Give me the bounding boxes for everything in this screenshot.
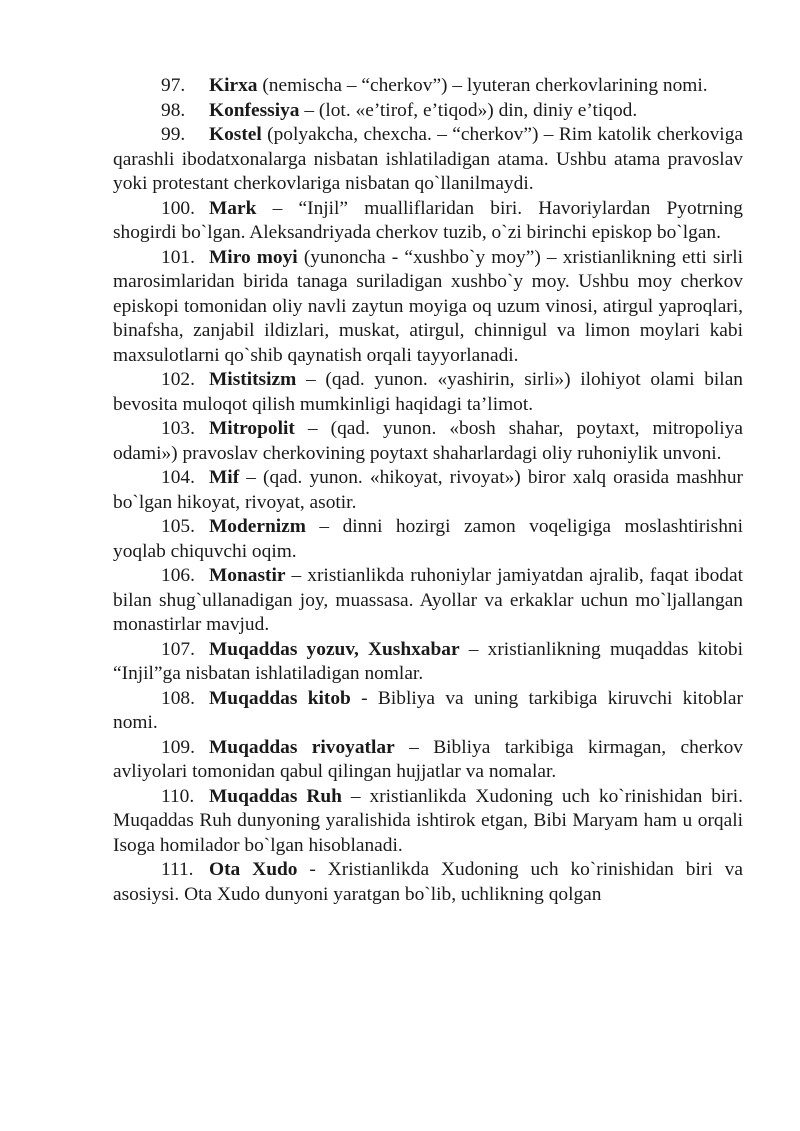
entry-definition: – (qad. yunon. «hikoyat, rivoyat») biror xalq orasida mashhur bo`lgan hikoyat, rivoyat, asotir. bbox=[113, 467, 743, 513]
glossary-entry bbox=[113, 687, 743, 736]
entry-term: Kostel bbox=[209, 124, 262, 145]
entry-number: 107. bbox=[161, 638, 195, 660]
entry-number: 100. bbox=[161, 197, 195, 219]
entry-term: Mitropolit bbox=[209, 418, 295, 439]
entry-number: 101. bbox=[161, 246, 195, 268]
entry-definition: – dinni hozirgi zamon voqeligiga moslashtirishni yoqlab chiquvchi oqim. bbox=[113, 516, 743, 562]
glossary-entry bbox=[113, 858, 743, 907]
entry-definition: (polyakcha, chexcha. – “cherkov”) – Rim katolik cherkoviga qarashli ibodatxonalarga nisbatan ishlatiladigan atama. Ushbu atama pravoslav yoki protestant cherkovlariga nisbatan qo`llanilmaydi. bbox=[113, 124, 743, 194]
glossary-entry bbox=[113, 417, 743, 466]
entry-term: Miro moyi bbox=[209, 246, 298, 268]
entry-number: 108. bbox=[161, 687, 195, 709]
glossary-entry bbox=[113, 785, 743, 859]
entry-number: 109. bbox=[161, 736, 195, 758]
entry-number: 103. bbox=[161, 418, 195, 439]
glossary-entry bbox=[113, 99, 743, 124]
entry-term: Mif bbox=[209, 467, 240, 488]
entry-number: 110. bbox=[161, 785, 195, 807]
entry-definition: – xristianlikda ruhoniylar jamiyatdan ajralib, faqat ibodat bilan shug`ullanadigan joy, muassasa. Ayollar va erkaklar uchun mo`ljallangan monastirlar mavjud. bbox=[113, 565, 743, 635]
glossary-entry bbox=[113, 123, 743, 197]
glossary-entry bbox=[113, 197, 743, 246]
entry-term: Monastir bbox=[209, 565, 286, 586]
glossary-entry bbox=[113, 564, 743, 638]
entry-term: Muqaddas rivoyatlar bbox=[209, 736, 395, 758]
entry-term: Mistitsizm bbox=[209, 369, 297, 390]
entry-definition: – (lot. «e’tirof, e’tiqod») din, diniy e’tiqod. bbox=[299, 99, 638, 121]
entry-term: Mark bbox=[209, 197, 257, 219]
entry-definition: – (qad. yunon. «bosh shahar, poytaxt, mitropoliya odami») pravoslav cherkovining poytaxt shaharlardagi oliy ruhoniylik unvoni. bbox=[113, 418, 743, 464]
entry-number: 106. bbox=[161, 565, 195, 586]
glossary-entry bbox=[113, 638, 743, 687]
entry-definition: (nemischa – “cherkov”) – lyuteran cherkovlarining nomi. bbox=[257, 75, 708, 96]
entry-definition: – xristianlikning muqaddas kitobi “Injil”ga nisbatan ishlatiladigan nomlar. bbox=[113, 638, 743, 684]
entry-definition: – xristianlikda Xudoning uch ko`rinishidan biri. Muqaddas Ruh dunyoning yaralishida ishtirok etgan, Bibi Maryam ham u orqali Isoga homilador bo`lgan hisoblanadi. bbox=[113, 785, 744, 856]
entry-definition: (yunoncha - “xushbo`y moy”) – xristianlikning etti sirli marosimlaridan birida tanaga suriladigan xushbo`y moy. Ushbu moy cherkov episkopi tomonidan oliy navli zaytun moyiga oq uzum vinosi, atirgul yaproqlari, binafsha, zanjabil ildizlari, muskat, atirgul, chinnigul va limon moylari kabi maxsulotlarni qo`shib qaynatish orqali tayyorlanadi. bbox=[113, 246, 744, 366]
entry-term: Konfessiya bbox=[209, 99, 300, 121]
entry-definition: - Bibliya va uning tarkibiga kiruvchi kitoblar nomi. bbox=[113, 687, 743, 733]
glossary-entry bbox=[113, 246, 743, 369]
entry-term: Kirxa bbox=[209, 75, 258, 96]
entry-number: 99. bbox=[161, 124, 186, 145]
entry-number: 111. bbox=[161, 859, 194, 880]
entry-term: Modernizm bbox=[209, 516, 306, 537]
entry-number: 98. bbox=[161, 99, 186, 121]
entry-number: 97. bbox=[161, 75, 186, 96]
entry-term: Muqaddas yozuv, Xushxabar bbox=[209, 638, 460, 660]
glossary-page bbox=[113, 74, 743, 907]
entry-number: 104. bbox=[161, 467, 195, 488]
glossary-entry bbox=[113, 736, 743, 785]
entry-term: Ota Xudo bbox=[209, 859, 298, 880]
entry-number: 102. bbox=[161, 369, 195, 390]
glossary-entry bbox=[113, 368, 743, 417]
entry-term: Muqaddas Ruh bbox=[209, 785, 342, 807]
entry-definition: – “Injil” mualliflaridan biri. Havoriylardan Pyotrning shogirdi bo`lgan. Aleksandriyada cherkov tuzib, o`zi birinchi episkop bo`lgan. bbox=[113, 197, 743, 243]
glossary-entry bbox=[113, 515, 743, 564]
entry-definition: – Bibliya tarkibiga kirmagan, cherkov avliyolari tomonidan qabul qilingan hujjatlar va nomalar. bbox=[113, 736, 743, 782]
entry-number: 105. bbox=[161, 516, 195, 537]
entry-definition: – (qad. yunon. «yashirin, sirli») ilohiyot olami bilan bevosita muloqot qilish mumkinligi haqidagi ta’limot. bbox=[113, 369, 743, 415]
entry-term: Muqaddas kitob bbox=[209, 687, 351, 709]
glossary-entry bbox=[113, 74, 743, 99]
glossary-entry bbox=[113, 466, 743, 515]
entry-definition: - Xristianlikda Xudoning uch ko`rinishidan biri va asosiysi. Ota Xudo dunyoni yaratgan bo`lib, uchlikning qolgan bbox=[113, 859, 743, 905]
